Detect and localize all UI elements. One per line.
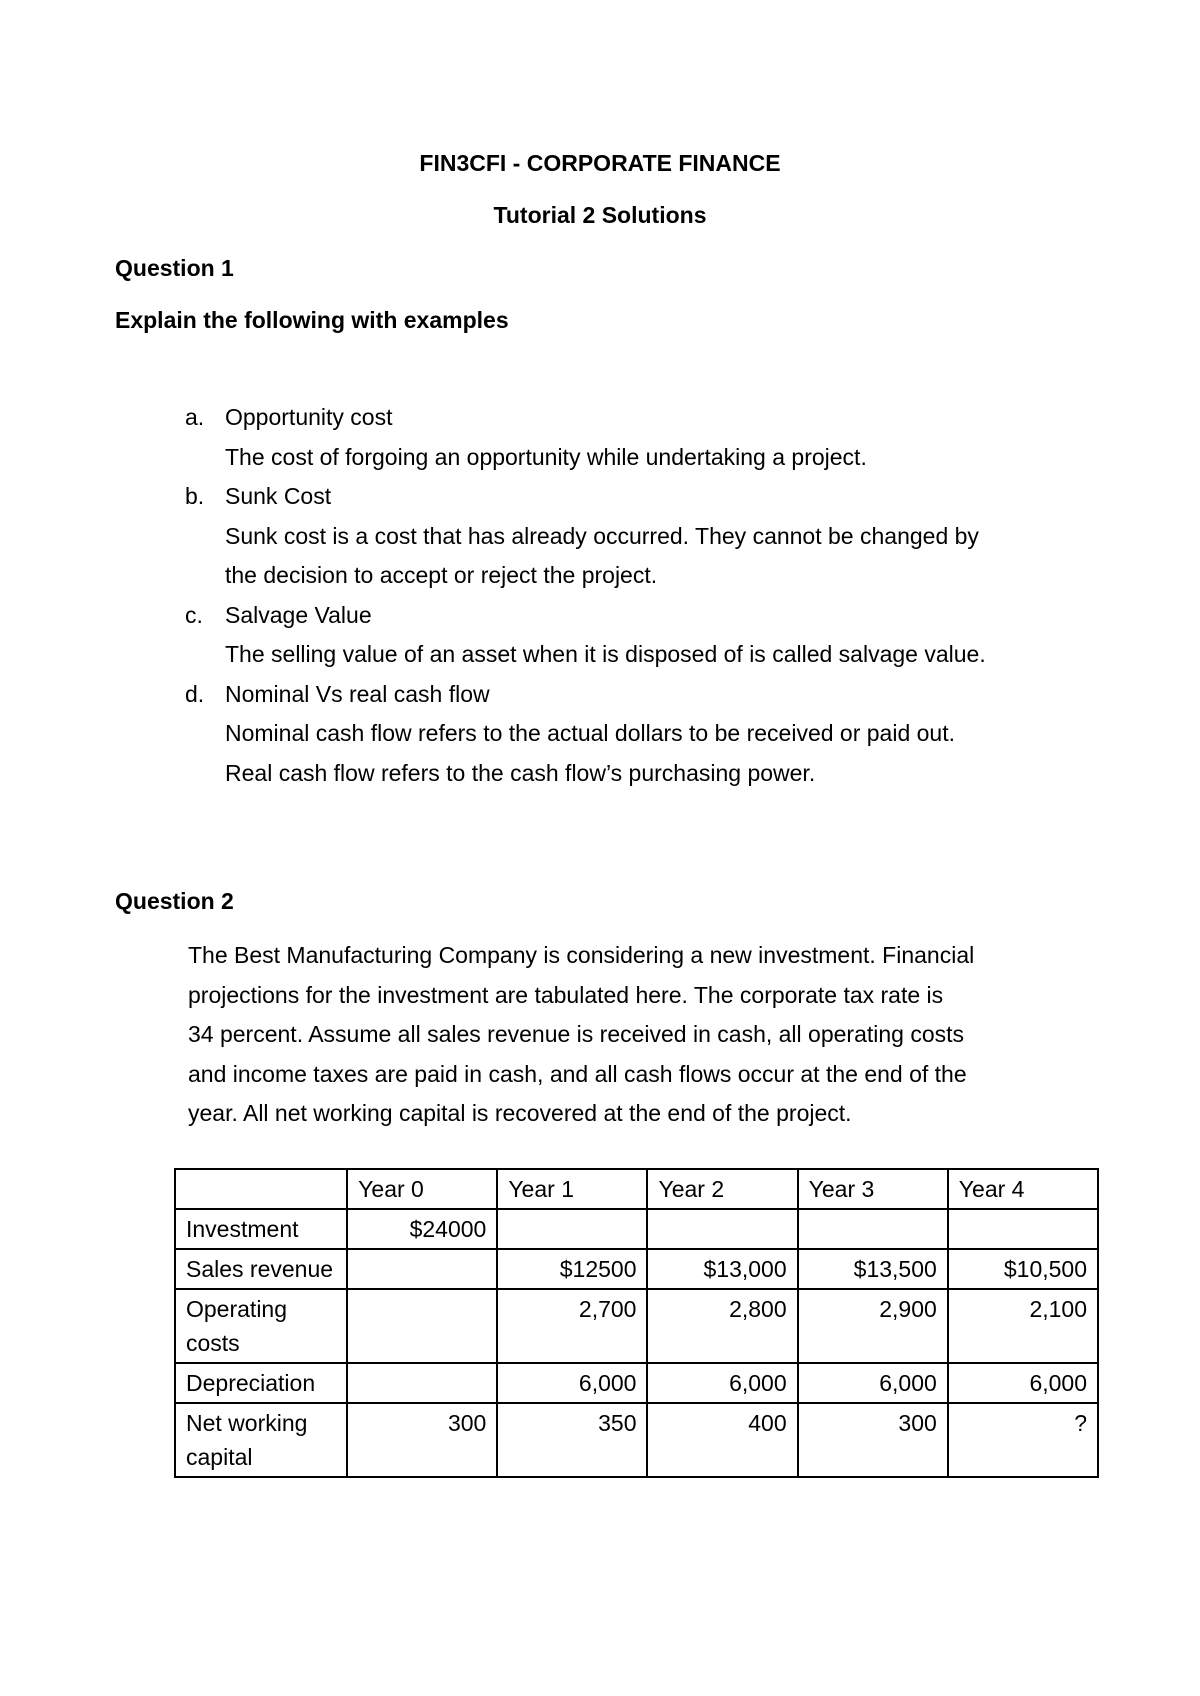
table-cell (347, 1289, 497, 1363)
item-term: Opportunity cost (225, 404, 393, 430)
question2-paragraph (188, 936, 1088, 1134)
item-marker: d. (185, 680, 205, 707)
table-cell: $13,000 (647, 1249, 797, 1289)
item-term: Sunk Cost (225, 483, 332, 509)
item-definition: The selling value of an asset when it is disposed of is called salvage value. (225, 641, 986, 667)
table-cell: ? (948, 1403, 1098, 1477)
table-cell: $24000 (347, 1209, 497, 1249)
table-cell: 300 (347, 1403, 497, 1477)
row-label: Depreciation (175, 1363, 347, 1403)
table-cell (798, 1209, 948, 1249)
course-title: FIN3CFI - CORPORATE FINANCE (419, 150, 781, 176)
header-cell: Year 0 (347, 1169, 497, 1209)
item-marker: c. (185, 601, 203, 628)
question2-heading: Question 2 (115, 888, 234, 914)
header-cell: Year 1 (497, 1169, 647, 1209)
table-cell: $12500 (497, 1249, 647, 1289)
item-definition: the decision to accept or reject the project. (225, 562, 658, 588)
table-cell: 2,700 (497, 1289, 647, 1363)
header-cell: Year 2 (647, 1169, 797, 1209)
paragraph-line: and income taxes are paid in cash, and all cash flows occur at the end of the (188, 1060, 967, 1087)
table-cell: 2,100 (948, 1289, 1098, 1363)
header-cell: Year 3 (798, 1169, 948, 1209)
item-marker: b. (185, 483, 205, 509)
table-cell: 350 (497, 1403, 647, 1477)
table-cell (497, 1209, 647, 1249)
paragraph-line: year. All net working capital is recovered at the end of the project. (188, 1100, 852, 1126)
list-item (185, 477, 1085, 596)
item-definition: Nominal cash flow refers to the actual dollars to be received or paid out. (225, 720, 955, 746)
item-definition: Real cash flow refers to the cash flow’s purchasing power. (225, 759, 816, 786)
table-cell: 300 (798, 1403, 948, 1477)
table-cell (647, 1209, 797, 1249)
header-cell: Year 4 (948, 1169, 1098, 1209)
item-term: Nominal Vs real cash flow (225, 680, 490, 707)
table-row (175, 1289, 1098, 1363)
definitions-list (185, 398, 1085, 793)
question1-heading: Question 1 (115, 255, 234, 281)
table-header-row (175, 1169, 1098, 1209)
table-cell: 2,800 (647, 1289, 797, 1363)
table-row (175, 1403, 1098, 1477)
projections-table (174, 1168, 1099, 1478)
paragraph-line: 34 percent. Assume all sales revenue is received in cash, all operating costs (188, 1021, 965, 1047)
list-item (185, 596, 1085, 675)
table-cell: $13,500 (798, 1249, 948, 1289)
tutorial-subtitle: Tutorial 2 Solutions (493, 202, 707, 228)
table-cell (948, 1209, 1098, 1249)
table-cell (347, 1249, 497, 1289)
row-label: Sales revenue (175, 1249, 347, 1289)
table-row (175, 1249, 1098, 1289)
row-label: Investment (175, 1209, 347, 1249)
table-cell: $10,500 (948, 1249, 1098, 1289)
table-cell: 6,000 (647, 1363, 797, 1403)
table-cell (347, 1363, 497, 1403)
table-row (175, 1209, 1098, 1249)
table-cell: 2,900 (798, 1289, 948, 1363)
item-definition: Sunk cost is a cost that has already occurred. They cannot be changed by (225, 522, 979, 549)
header-cell (175, 1169, 347, 1209)
table-cell: 6,000 (948, 1363, 1098, 1403)
item-definition: The cost of forgoing an opportunity while undertaking a project. (225, 443, 867, 470)
list-item (185, 675, 1085, 794)
table-cell: 6,000 (798, 1363, 948, 1403)
paragraph-line: The Best Manufacturing Company is considering a new investment. Financial (188, 942, 975, 968)
table-row (175, 1363, 1098, 1403)
item-marker: a. (185, 404, 205, 430)
list-item (185, 398, 1085, 477)
row-label: Operating costs (175, 1289, 347, 1363)
item-term: Salvage Value (225, 601, 372, 628)
question1-prompt: Explain the following with examples (115, 307, 509, 333)
row-label: Net working capital (175, 1403, 347, 1477)
paragraph-line: projections for the investment are tabulated here. The corporate tax rate is (188, 981, 944, 1008)
table-cell: 6,000 (497, 1363, 647, 1403)
table-cell: 400 (647, 1403, 797, 1477)
